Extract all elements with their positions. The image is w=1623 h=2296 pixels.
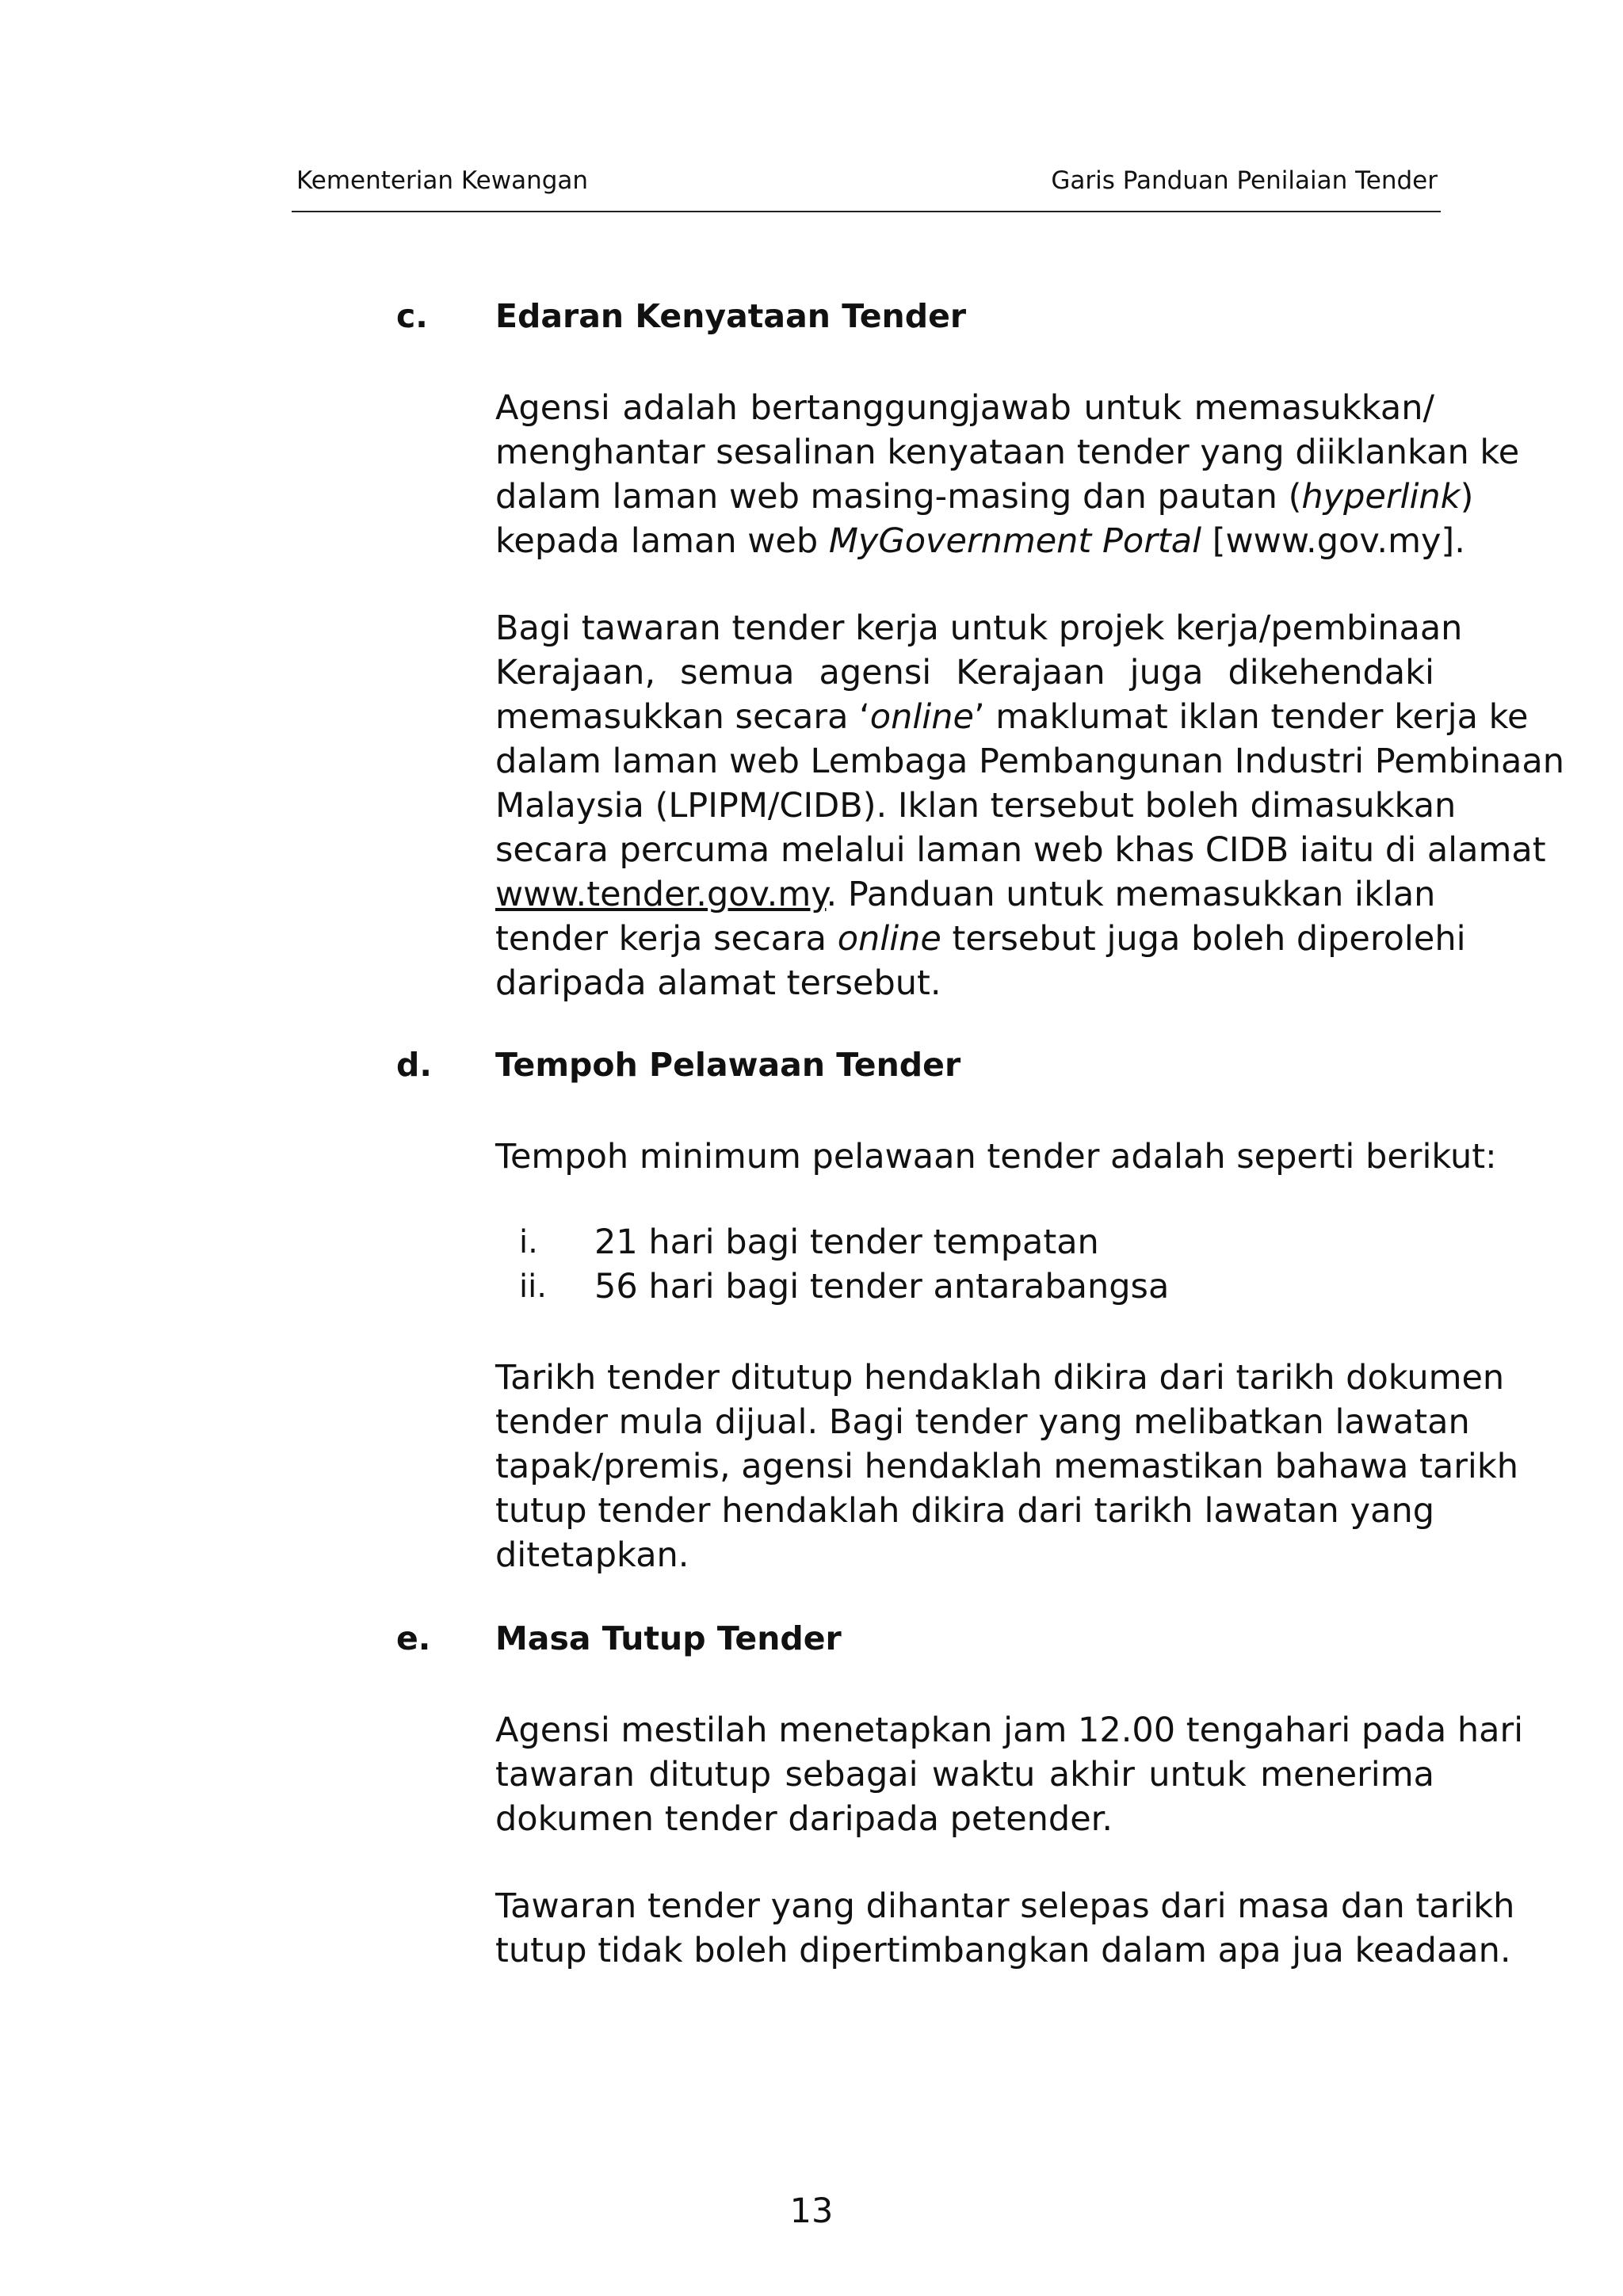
text-run-italic: online xyxy=(869,697,974,737)
header-document-title: Garis Panduan Penilaian Tender xyxy=(1051,166,1438,195)
section-d-paragraph-2 xyxy=(495,1356,1519,1577)
section-c-title: Edaran Kenyataan Tender xyxy=(495,297,967,335)
section-c-paragraph-1 xyxy=(495,386,1520,563)
text-line: Agensi mestilah menetapkan jam 12.00 tengahari pada hari xyxy=(495,1711,1524,1750)
text-run: tersebut juga boleh diperolehi xyxy=(941,919,1466,959)
text-line: Malaysia (LPIPM/CIDB). Iklan tersebut boleh dimasukkan xyxy=(495,786,1457,826)
section-e-paragraph-1 xyxy=(495,1708,1524,1841)
text-run: tender kerja secara xyxy=(495,919,838,959)
text-run-italic: online xyxy=(837,919,941,959)
text-line: tutup tender hendaklah dikira dari tarikh lawatan yang xyxy=(495,1491,1434,1531)
text-line: tender mula dijual. Bagi tender yang melibatkan lawatan xyxy=(495,1402,1470,1442)
text-line xyxy=(495,917,1466,961)
list-item-number: ii. xyxy=(519,1268,547,1305)
text-line: tawaran ditutup sebagai waktu akhir untuk menerima xyxy=(495,1755,1434,1794)
list-item-text: 56 hari bagi tender antarabangsa xyxy=(594,1267,1170,1306)
text-line: Agensi adalah bertanggungjawab untuk memasukkan/ xyxy=(495,388,1434,428)
text-line: dalam laman web Lembaga Pembangunan Industri Pembinaan xyxy=(495,742,1564,781)
text-run: . Panduan untuk memasukkan iklan xyxy=(826,875,1436,914)
text-run: ’ maklumat iklan tender kerja ke xyxy=(973,697,1529,737)
header-ministry: Kementerian Kewangan xyxy=(296,166,589,195)
section-d-intro xyxy=(495,1135,1497,1179)
text-line: Tawaran tender yang dihantar selepas dari masa dan tarikh xyxy=(495,1886,1515,1926)
text-run-italic: MyGovernment Portal xyxy=(828,521,1202,561)
text-line xyxy=(495,475,1474,519)
text-run: dalam laman web masing-masing dan pautan ( xyxy=(495,477,1302,517)
text-line: tutup tidak boleh dipertimbangkan dalam apa jua keadaan. xyxy=(495,1931,1511,1970)
text-line: menghantar sesalinan kenyataan tender yang diiklankan ke xyxy=(495,433,1520,472)
section-d-letter: d. xyxy=(396,1046,432,1084)
page-number: 13 xyxy=(789,2191,834,2231)
text-line: Tarikh tender ditutup hendaklah dikira dari tarikh dokumen xyxy=(495,1358,1505,1398)
text-line: daripada alamat tersebut. xyxy=(495,963,941,1003)
running-header xyxy=(292,166,1441,212)
text-run-italic: hyperlink xyxy=(1301,477,1461,517)
text-line xyxy=(495,872,1434,917)
text-line: tapak/premis, agensi hendaklah memastikan bahawa tarikh xyxy=(495,1447,1519,1486)
text-run: [www.gov.my]. xyxy=(1201,521,1465,561)
section-d-title: Tempoh Pelawaan Tender xyxy=(495,1046,961,1084)
text-line: secara percuma melalui laman web khas CIDB iaitu di alamat xyxy=(495,830,1546,870)
list-item-text: 21 hari bagi tender tempatan xyxy=(594,1222,1099,1262)
text-line: dokumen tender daripada petender. xyxy=(495,1799,1113,1839)
section-e-paragraph-2 xyxy=(495,1884,1515,1973)
text-run: memasukkan secara ‘ xyxy=(495,697,870,737)
section-c-letter: c. xyxy=(396,297,428,335)
text-run: ) xyxy=(1460,477,1474,517)
section-e-title: Masa Tutup Tender xyxy=(495,1619,842,1657)
text-run: kepada laman web xyxy=(495,521,829,561)
section-e-letter: e. xyxy=(396,1619,431,1657)
tender-website-link[interactable]: www.tender.gov.my xyxy=(495,875,827,914)
text-line: Bagi tawaran tender kerja untuk projek kerja/pembinaan xyxy=(495,608,1463,648)
text-line: Tempoh minimum pelawaan tender adalah seperti berikut: xyxy=(495,1137,1497,1177)
text-line: ditetapkan. xyxy=(495,1535,689,1575)
text-line: Kerajaan, semua agensi Kerajaan juga dikehendaki xyxy=(495,653,1434,692)
text-line xyxy=(495,695,1529,739)
list-item-number: i. xyxy=(519,1224,538,1261)
text-line xyxy=(495,519,1465,563)
section-c-paragraph-2 xyxy=(495,606,1564,1005)
